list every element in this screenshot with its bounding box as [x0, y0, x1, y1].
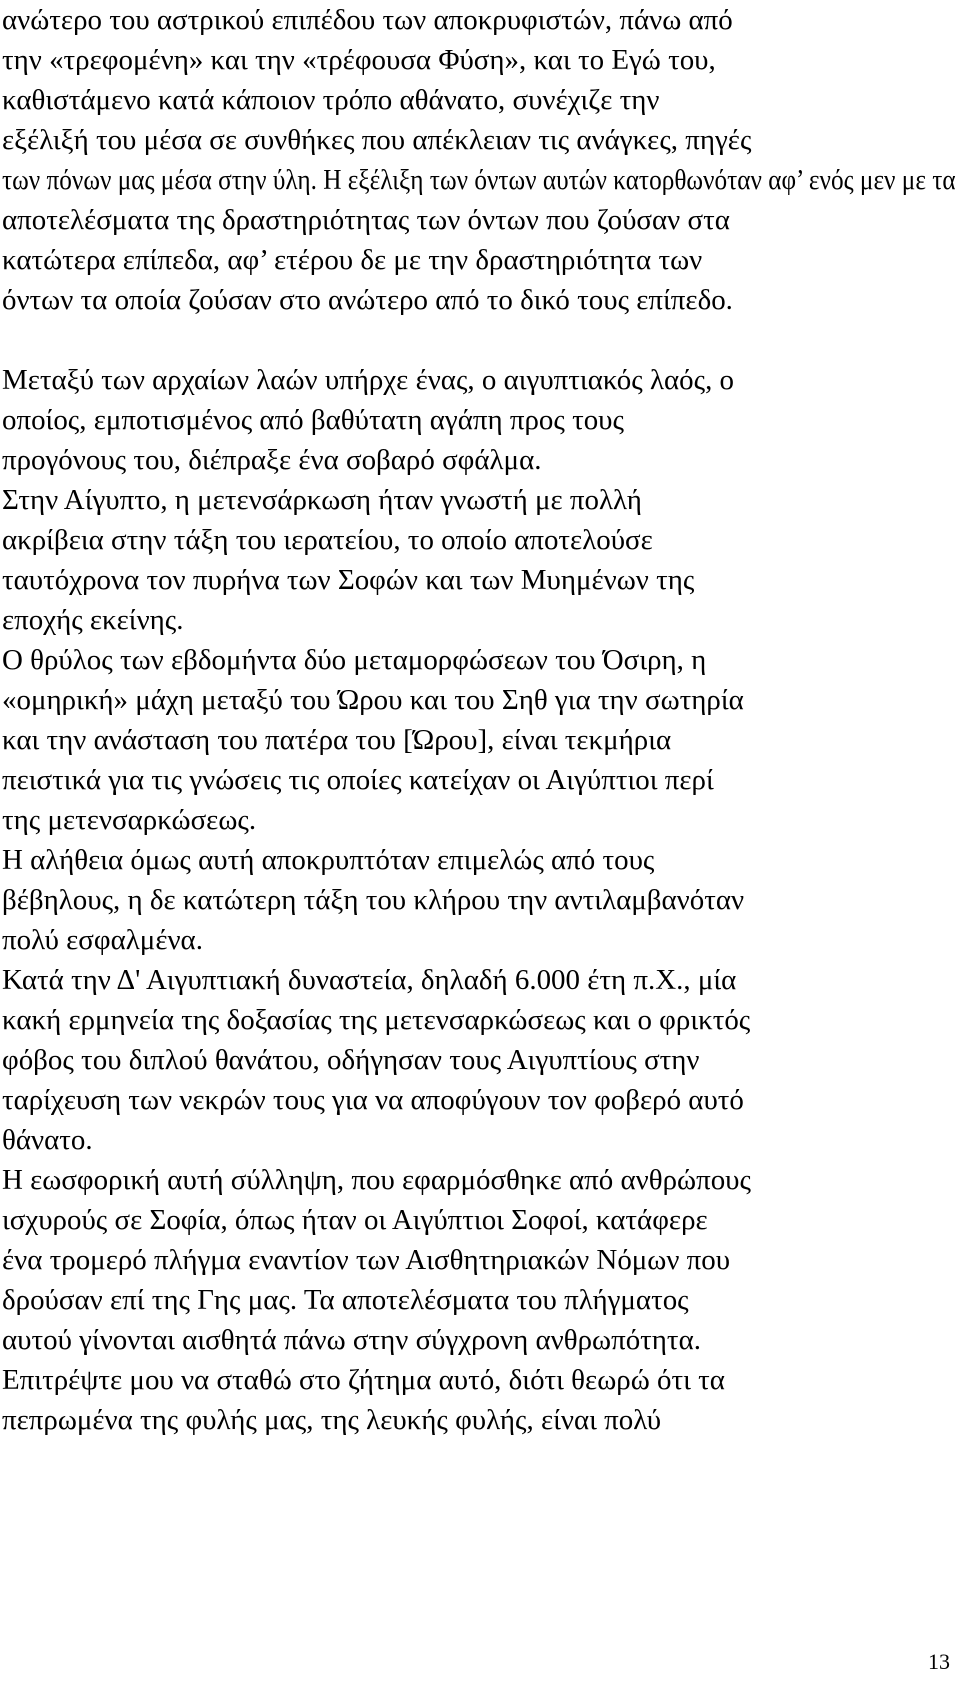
text-line: Κατά την Δ' Αιγυπτιακή δυναστεία, δηλαδή 6.000 έτη π.Χ., μία — [2, 964, 737, 996]
body-text — [2, 0, 958, 1440]
text-line: πεπρωμένα της φυλής μας, της λευκής φυλής, είναι πολύ — [2, 1404, 662, 1436]
text-line: προγόνους του, διέπραξε ένα σοβαρό σφάλμα. — [2, 444, 542, 476]
text-line: καθιστάμενο κατά κάποιον τρόπο αθάνατο, συνέχιζε την — [2, 84, 660, 116]
text-line: πολύ εσφαλμένα. — [2, 924, 203, 956]
text-line: αυτού γίνονται αισθητά πάνω στην σύγχρονη ανθρωπότητα. — [2, 1324, 701, 1356]
text-line: ταρίχευση των νεκρών τους για να αποφύγουν τον φοβερό αυτό — [2, 1084, 744, 1116]
paragraph-spacer — [2, 320, 958, 360]
text-line: την «τρεφομένη» και την «τρέφουσα Φύση», και το Εγώ του, — [2, 44, 716, 76]
text-line: πειστικά για τις γνώσεις τις οποίες κατείχαν οι Αιγύπτιοι περί — [2, 764, 714, 796]
text-line: ένα τρομερό πλήγμα εναντίον των Αισθητηριακών Νόμων που — [2, 1244, 731, 1276]
text-line: όντων τα οποία ζούσαν στο ανώτερο από το δικό τους επίπεδο. — [2, 284, 733, 316]
text-line: ακρίβεια στην τάξη του ιερατείου, το οποίο αποτελούσε — [2, 524, 653, 556]
text-line: «ομηρική» μάχη μεταξύ του Ώρου και του Σηθ για την σωτηρία — [2, 684, 744, 716]
text-line: Επιτρέψτε μου να σταθώ στο ζήτημα αυτό, διότι θεωρώ ότι τα — [2, 1364, 725, 1396]
text-line: βέβηλους, η δε κατώτερη τάξη του κλήρου την αντιλαμβανόταν — [2, 884, 745, 916]
paragraph-1 — [2, 0, 958, 320]
text-line: εξέλιξή του μέσα σε συνθήκες που απέκλειαν τις ανάγκες, πηγές — [2, 124, 752, 156]
text-line: της μετενσαρκώσεως. — [2, 804, 257, 836]
text-line: Η αλήθεια όμως αυτή αποκρυπτόταν επιμελώς από τους — [2, 844, 655, 876]
text-line: Στην Αίγυπτο, η μετενσάρκωση ήταν γνωστή με πολλή — [2, 484, 642, 516]
paragraph-2 — [2, 360, 958, 1440]
text-line: κακή ερμηνεία της δοξασίας της μετενσαρκώσεως και ο φρικτός — [2, 1004, 751, 1036]
page-number: 13 — [928, 1649, 950, 1674]
text-line: ισχυρούς σε Σοφία, όπως ήταν οι Αιγύπτιοι Σοφοί, κατάφερε — [2, 1204, 708, 1236]
text-line: κατώτερα επίπεδα, αφ’ ετέρου δε με την δραστηριότητα των — [2, 244, 703, 276]
text-line: θάνατο. — [2, 1124, 93, 1156]
text-line: Η εωσφορική αυτή σύλληψη, που εφαρμόσθηκε από ανθρώπους — [2, 1164, 751, 1196]
text-line: εποχής εκείνης. — [2, 604, 184, 636]
text-line: ανώτερο του αστρικού επιπέδου των αποκρυφιστών, πάνω από — [2, 4, 733, 36]
text-line: οποίος, εμποτισμένος από βαθύτατη αγάπη προς τους — [2, 404, 624, 436]
text-line: Μεταξύ των αρχαίων λαών υπήρχε ένας, ο αιγυπτιακός λαός, ο — [2, 364, 735, 396]
text-line: δρούσαν επί της Γης μας. Τα αποτελέσματα του πλήγματος — [2, 1284, 689, 1316]
text-line: των πόνων μας μέσα στην ύλη. Η εξέλιξη των όντων αυτών κατορθωνόταν αφ’ ενός μεν με τα — [2, 164, 956, 196]
text-line: αποτελέσματα της δραστηριότητας των όντων που ζούσαν στα — [2, 204, 730, 236]
text-line: και την ανάσταση του πατέρα του [Ώρου], είναι τεκμήρια — [2, 724, 672, 756]
text-line: ταυτόχρονα τον πυρήνα των Σοφών και των Μυημένων της — [2, 564, 695, 596]
text-line: φόβος του διπλού θανάτου, οδήγησαν τους Αιγυπτίους στην — [2, 1044, 700, 1076]
text-line: Ο θρύλος των εβδομήντα δύο μεταμορφώσεων του Όσιρη, η — [2, 644, 707, 676]
